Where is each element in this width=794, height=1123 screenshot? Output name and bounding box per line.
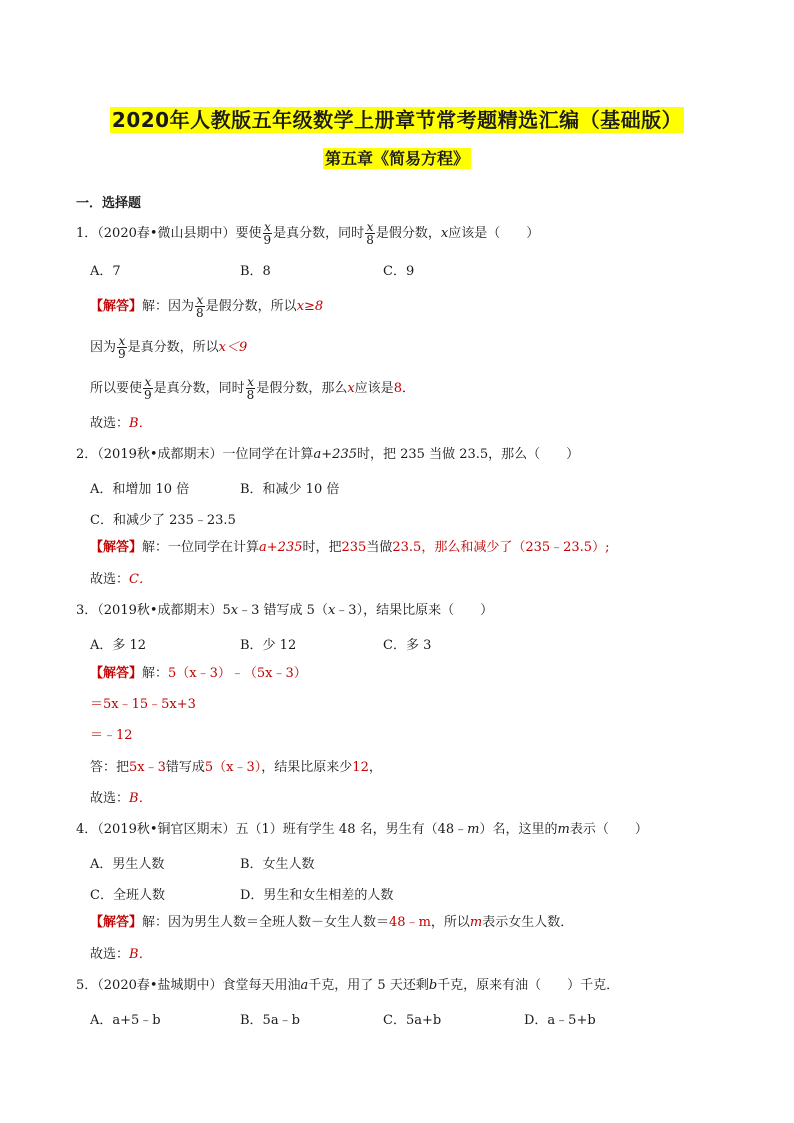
text: 5（x﹣3） (204, 760, 262, 775)
text: ﹣3），结果比原来（ ） (335, 603, 494, 618)
text: 答：把 (90, 760, 130, 775)
numerator: x (263, 220, 271, 234)
q2-choice (90, 571, 152, 589)
section-heading: 一．选择题 (76, 196, 142, 211)
answer-tag: 【解答】 (90, 666, 143, 681)
text: 48﹣m (389, 915, 431, 930)
text: 故选： (90, 947, 130, 962)
text: 当做 (366, 540, 393, 555)
text: b (428, 978, 438, 993)
q1-stem-c: 是假分数， (375, 226, 441, 241)
q5-option-b: B．5a﹣b (240, 1013, 300, 1028)
q1-solution-2 (90, 335, 247, 360)
q2-option-a: A．和增加 10 倍 (90, 482, 190, 497)
text: 表示（ ） (569, 822, 648, 837)
fraction-x-over-9 (263, 221, 273, 246)
text: 5x﹣3 (129, 760, 166, 775)
q1-solution-1 (90, 294, 323, 319)
numerator: x (144, 375, 152, 389)
q3-option-a: A．多 12 (90, 638, 147, 653)
title-text: 2020年人教版五年级数学上册章节常考题精选汇编（基础版） (111, 108, 683, 132)
question-1 (76, 221, 539, 246)
page-title (0, 104, 794, 133)
fraction-x-over-8 (246, 376, 256, 401)
denominator: 9 (144, 388, 152, 402)
text: 错写成 (165, 760, 205, 775)
q1-option-b: B．8 (240, 264, 271, 279)
fraction-x-over-9 (143, 376, 153, 401)
q4-solution (90, 914, 573, 932)
fraction-x-over-9 (117, 335, 127, 360)
denominator: 8 (246, 388, 255, 402)
text: 表示女生人数． (482, 915, 574, 930)
text: 故选： (90, 791, 130, 806)
denominator: 9 (118, 347, 126, 361)
text: 3．（2019秋•成都期末）5 (76, 603, 231, 618)
question-4 (76, 821, 648, 839)
choice-value: C． (129, 572, 152, 587)
text: 时，把 235 当做 23.5，那么（ ） (357, 447, 580, 462)
q3-solution-4 (90, 759, 382, 777)
question-2 (76, 446, 579, 464)
numerator: x (196, 293, 204, 307)
text: 解：一位同学在计算 (142, 540, 260, 555)
q3-solution-2: ＝5x﹣15﹣5x+3 (90, 697, 196, 712)
q2-option-b: B．和减少 10 倍 (240, 482, 340, 497)
text: ，结果比原来少 (261, 760, 353, 775)
q2-solution (90, 539, 609, 557)
var-x: x (347, 381, 355, 396)
answer-tag: 【解答】 (90, 915, 143, 930)
text: 故选： (90, 416, 130, 431)
q4-choice (90, 946, 152, 964)
text: 是假分数，那么 (256, 381, 348, 396)
text: a (300, 978, 309, 993)
inequality: x≥8 (296, 299, 324, 314)
text: 12 (352, 760, 369, 775)
question-5 (76, 977, 619, 995)
chapter-title (0, 146, 794, 169)
text: 故选： (90, 572, 130, 587)
text: 4．（2019秋•铜官区期末）五（1）班有学生 48 名，男生有（48﹣ (76, 822, 468, 837)
denominator: 9 (263, 233, 272, 247)
inequality: x＜9 (218, 340, 248, 355)
text: x (230, 603, 239, 618)
q5-option-a: A．a+5﹣b (90, 1013, 161, 1028)
fraction-x-over-8 (195, 294, 205, 319)
q1-stem-b: 是真分数，同时 (273, 226, 365, 241)
text: 应该是 (354, 381, 394, 396)
text: 解： (142, 666, 169, 681)
q4-option-a: A．男生人数 (90, 857, 165, 872)
q3-option-c: C．多 3 (383, 638, 432, 653)
text: 是真分数，同时 (153, 381, 245, 396)
text: m (557, 822, 570, 837)
answer-tag: 【解答】 (90, 540, 143, 555)
q4-option-b: B．女生人数 (240, 857, 315, 872)
text: ． (401, 381, 415, 396)
text: 235 (341, 540, 367, 555)
text: 是真分数，所以 (127, 340, 219, 355)
denominator: 8 (196, 306, 204, 320)
denominator: 8 (366, 233, 374, 247)
text: 千克，用了 5 天还剩 (308, 978, 429, 993)
q2-option-c: C．和减少了 235﹣23.5 (90, 513, 236, 528)
q3-option-b: B．少 12 (240, 638, 297, 653)
numerator: x (366, 220, 374, 234)
q4-option-d: D．男生和女生相差的人数 (240, 888, 394, 903)
choice-value: B． (129, 416, 152, 431)
text: m (469, 915, 483, 930)
q4-option-c: C．全班人数 (90, 888, 165, 903)
text: 因为 (90, 340, 117, 355)
answer-tag: 【解答】 (90, 299, 143, 314)
text: 千克，原来有油（ ）千克． (437, 978, 620, 993)
text: 时，把 (302, 540, 342, 555)
text: 2．（2019秋•成都期末）一位同学在计算 (76, 447, 314, 462)
text: ，那么和减少了（235﹣23.5）; (421, 540, 610, 555)
text: 解：因为男生人数＝全班人数－女生人数＝ (142, 915, 390, 930)
q5-option-c: C．5a+b (383, 1013, 442, 1028)
text: x (327, 603, 336, 618)
q5-option-d: D．a﹣5+b (524, 1013, 596, 1028)
q1-option-c: C．9 (383, 264, 415, 279)
text: ﹣3 错写成 5（ (238, 603, 328, 618)
text: 解：因为 (142, 299, 195, 314)
fraction-x-over-8 (365, 221, 375, 246)
q1-stem-d: 应该是（ ） (448, 226, 540, 241)
numerator: x (118, 334, 126, 348)
text: 23.5 (392, 540, 422, 555)
chapter-text: 第五章《简易方程》 (324, 149, 469, 168)
text: 是假分数，所以 (205, 299, 297, 314)
text: 5．（2020春•盐城期中）食堂每天用油 (76, 978, 301, 993)
q3-solution-3: ＝﹣12 (90, 728, 133, 743)
q3-solution-1 (90, 665, 307, 683)
text: 5（x﹣3）﹣（5x﹣3） (168, 666, 307, 681)
var-x: x (440, 226, 449, 241)
expression: a+235 (313, 447, 357, 462)
choice-value: B． (129, 791, 152, 806)
q1-solution-3 (90, 376, 415, 401)
q1-stem-a: 1．（2020春•微山县期中）要使 (76, 226, 262, 241)
q1-choice (90, 415, 152, 433)
numerator: x (247, 375, 254, 389)
text: ）名，这里的 (479, 822, 558, 837)
q3-choice (90, 790, 152, 808)
text: a+235 (259, 540, 303, 555)
question-3 (76, 602, 493, 620)
answer-value: 8 (393, 381, 402, 396)
text: m (467, 822, 480, 837)
text: 所以要使 (90, 381, 143, 396)
text: ， (368, 760, 382, 775)
choice-value: B． (129, 947, 152, 962)
q1-option-a: A．7 (90, 264, 121, 279)
text: ，所以 (430, 915, 470, 930)
